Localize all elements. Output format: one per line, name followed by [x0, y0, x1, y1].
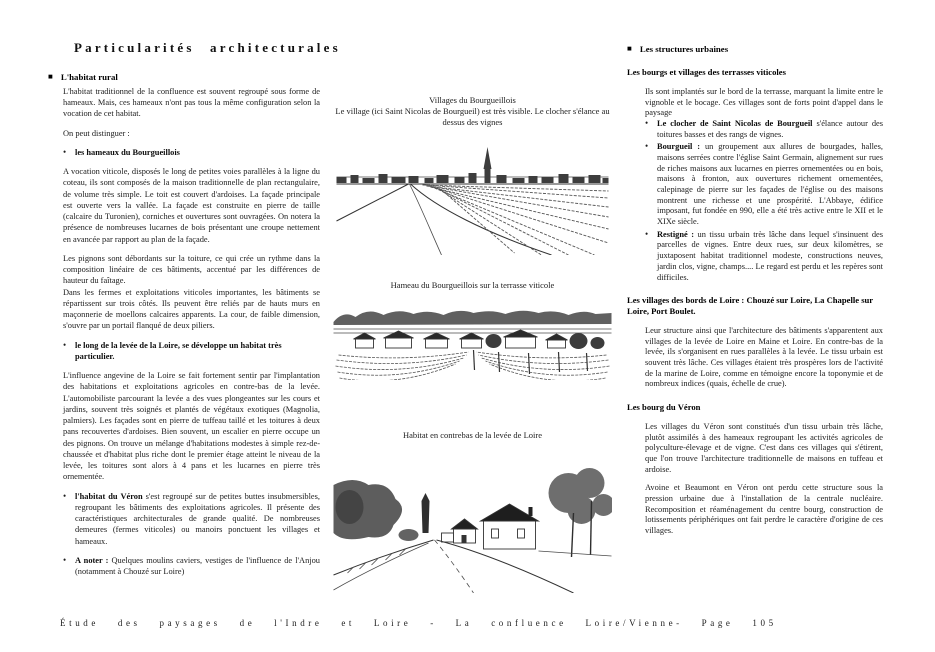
- paragraph-veron-1: Les villages du Véron sont constitués d'un tissu urbain très lâche, plutôt assimilés à des hameaux regroupant les activités agricoles de polyculture-élevage et de vigne. C'est dans ces villages qui s'étirent, que l'on trouve l'architecture traditionnelle de maisons en tuffeau et ardoise.: [645, 421, 883, 474]
- bullet-item-a-noter: [48, 555, 320, 578]
- square-bullet-icon: ■: [48, 72, 53, 81]
- bullet-item-restigne: [627, 230, 883, 283]
- bullet-lead: Le clocher de Saint Nicolas de Bourgueil: [657, 119, 813, 129]
- bullet-icon: •: [63, 554, 67, 565]
- section-heading-habitat-rural: [48, 72, 320, 84]
- paragraph-veron-2: Avoine et Beaumont en Véron ont perdu cette structure sous la pression urbaine due à l'installation de la centrale nucléaire. Recomposition et réaménagement du centre bourg, construction de lotissements périphériques ont fait perdre le caractère d'origine de ces villages.: [645, 483, 883, 535]
- right-column: [627, 44, 883, 545]
- bullet-icon: •: [63, 146, 67, 157]
- bullet-lead: Restigné :: [657, 229, 695, 239]
- paragraph-hameaux-3: Dans les fermes et exploitations viticoles importantes, les bâtiments se répartissent sur trois côtés. Ils peuvent être reliés par de hauts murs en maçonnerie de moellons calcaires apparents. La cour, de faible dimension, s'ouvre par un portail flanqué de deux piliers.: [63, 287, 320, 331]
- page-footer: Étude des paysages de l'Indre et Loire - La confluence Loire/Vienne- Page 105: [60, 618, 777, 628]
- vineyard-village-sketch: [333, 133, 612, 255]
- figure1-caption: [333, 95, 612, 128]
- bullet-icon: •: [645, 141, 649, 152]
- bullet-icon: •: [645, 118, 649, 129]
- bullet-icon: •: [63, 339, 67, 350]
- figure1-caption-title: Villages du Bourgueillois: [429, 95, 516, 105]
- hamlet-sketch: [333, 300, 612, 380]
- paragraph-distinguish: On peut distinguer :: [63, 128, 130, 138]
- bullet-item-bourgueil: [627, 142, 883, 227]
- bullet-icon: •: [645, 228, 649, 239]
- bullet-lead: l'habitat du Véron: [75, 491, 143, 501]
- bullet-text: un groupement aux allures de bourgades, halles, maisons serrées contre l'église Saint Germain, alignement sur rues de riches maisons aux lucarnes en pierres ornementées ou en bois, maisons à fronton, aux ouvertures richement ornementées, calepinage de pierre sur les façades de l'église ou des maisons montrent une richesse et une prospérité. L'Abbaye, édifice imposant, fut fondée en 990, elle a été très active entre le XII et le XIXe siècle.: [657, 142, 883, 227]
- figure-hameau-terrasse: [333, 300, 612, 380]
- bullet-icon: •: [63, 490, 67, 501]
- subheading-villages-bords-loire: Les villages des bords de Loire : Chouzé sur Loire, La Chapelle sur Loire, Port Boulet.: [627, 295, 873, 317]
- bullet-text: s'élance autour des toitures basses et des rangs de vignes.: [657, 119, 883, 139]
- paragraph-hameaux-1: A vocation viticole, disposés le long de petites voies parallèles à la ligne du coteau, ils sont composés de la maison traditionnelle de plan rectangulaire, de volume très simple. Le toit est couvert d'ardoises. La façade principale est ouverte vers la vallée. La façade est construite en pierre de taille (calcaire du Turonien), corniches et ouvertures sont ouvragées. On notera la présence de nombreuses lucarnes de bois présentant une croupe nettement en avancée par rapport au plan de la façade.: [63, 167, 320, 244]
- bullet-lead: A noter :: [75, 555, 109, 565]
- figure3-caption: Habitat en contrebas de la levée de Loire: [402, 430, 542, 440]
- paragraph-bords-loire: Leur structure ainsi que l'architecture des bâtiments s'apparentent aux villages de la levée de Loire en Maine et Loire. En contre-bas de la levée, ils s'organisent en rues parallèles à la levée. Le tissu urbain est souvent très lâche. Ces villages étaient très prospères lors de l'activité de la marine de Loire, comme en témoigne encore la toponymie et de nombreux indices (quais, échelle de crue).: [645, 325, 883, 389]
- bullet-text: s'est regroupé sur de petites buttes insubmersibles, regroupant les bâtiments des exploitations agricoles. Il présente des caractéristiques architecturales de grande qualité. De nombreuses demeures (fermes viticoles) ou manoirs ponctuent les villages et hameaux.: [75, 491, 320, 546]
- subheading-bourg-veron: Les bourg du Véron: [627, 402, 701, 413]
- road-houses-sketch: [333, 455, 612, 593]
- bullet-text: un tissu urbain très lâche dans lequel s'insinuent des parcelles de vignes. Entre deux rues, sur deux kilomètres, se juxtaposent habitat traditionnel modeste, constructions neuves, jardin clos, vigne, champs.... Le regard est perdu et les repères sont difficiles.: [657, 229, 883, 282]
- page-title: Particularités architecturales: [74, 40, 341, 55]
- bullet-item-clocher: [627, 119, 883, 140]
- section-heading-structures-urbaines: [627, 44, 883, 55]
- figure-habitat-levee: [333, 455, 612, 593]
- bullet-title: le long de la levée de la Loire, se développe un habitat très particulier.: [75, 340, 282, 361]
- paragraph-levee: L'influence angevine de la Loire se fait fortement sentir par l'implantation des habitations et exploitations agricoles en contre-bas de la levée. L'automobiliste parcourant la levée a des vues plongeantes sur les cours et jardins, souvent très soignés et plantés de végétaux exotiques (Magnolia, palmiers). Les façades sont en pierre de tuffeau taillé et les toitures à deux pans recouvertes d'ardoises. Bien souvent, un escalier en pierre occupe un des pignons. On trouve un mélange d'habitations modestes à simple rez-de-chaussée et d'habitat plus riche dont le premier étage atteint le niveau de la levée, les toitures sont alors à 4 pans et les lucarnes en pierre très ornementée.: [63, 371, 320, 482]
- heading-text: Les structures urbaines: [639, 44, 729, 54]
- paragraph-hameaux-2: Les pignons sont débordants sur la toiture, ce qui crée un rythme dans la composition linéaire de ces bâtiments, accentué par les différences de hauteur du faîtage.: [63, 253, 320, 286]
- bullet-lead: Bourgueil :: [657, 142, 701, 152]
- subheading-terrasses-viticoles: Les bourgs et villages des terrasses viticoles: [627, 67, 786, 78]
- figure-villages-bourgueillois: [333, 133, 612, 255]
- bullet-item-veron: [48, 491, 320, 547]
- figure1-caption-text: Le village (ici Saint Nicolas de Bourgueil) est très visible. Le clocher s'élance au dessus des vignes: [335, 106, 610, 128]
- bullet-text: Quelques moulins caviers, vestiges de l'influence de l'Anjou (notamment à Chouzé sur Loire): [75, 555, 320, 577]
- bullet-title: les hameaux du Bourgueillois: [75, 147, 180, 157]
- heading-text: L'habitat rural: [60, 72, 118, 82]
- square-bullet-icon: ■: [627, 44, 632, 53]
- left-column: [48, 72, 320, 585]
- bullet-item-hameaux: [48, 147, 320, 158]
- figure2-caption: Hameau du Bourgueillois sur la terrasse viticole: [390, 280, 555, 290]
- bullet-item-levee: [48, 340, 320, 363]
- paragraph-terrasses-intro: Ils sont implantés sur le bord de la terrasse, marquant la limite entre le vignoble et le bocage. Ces villages sont de forts point d'appel dans le paysage: [645, 87, 883, 118]
- paragraph-intro: L'habitat traditionnel de la confluence est souvent regroupé sous forme de hameaux. Mais, ces hameaux n'ont pas tous la même configuration selon la vocation de cet habitat.: [63, 86, 320, 119]
